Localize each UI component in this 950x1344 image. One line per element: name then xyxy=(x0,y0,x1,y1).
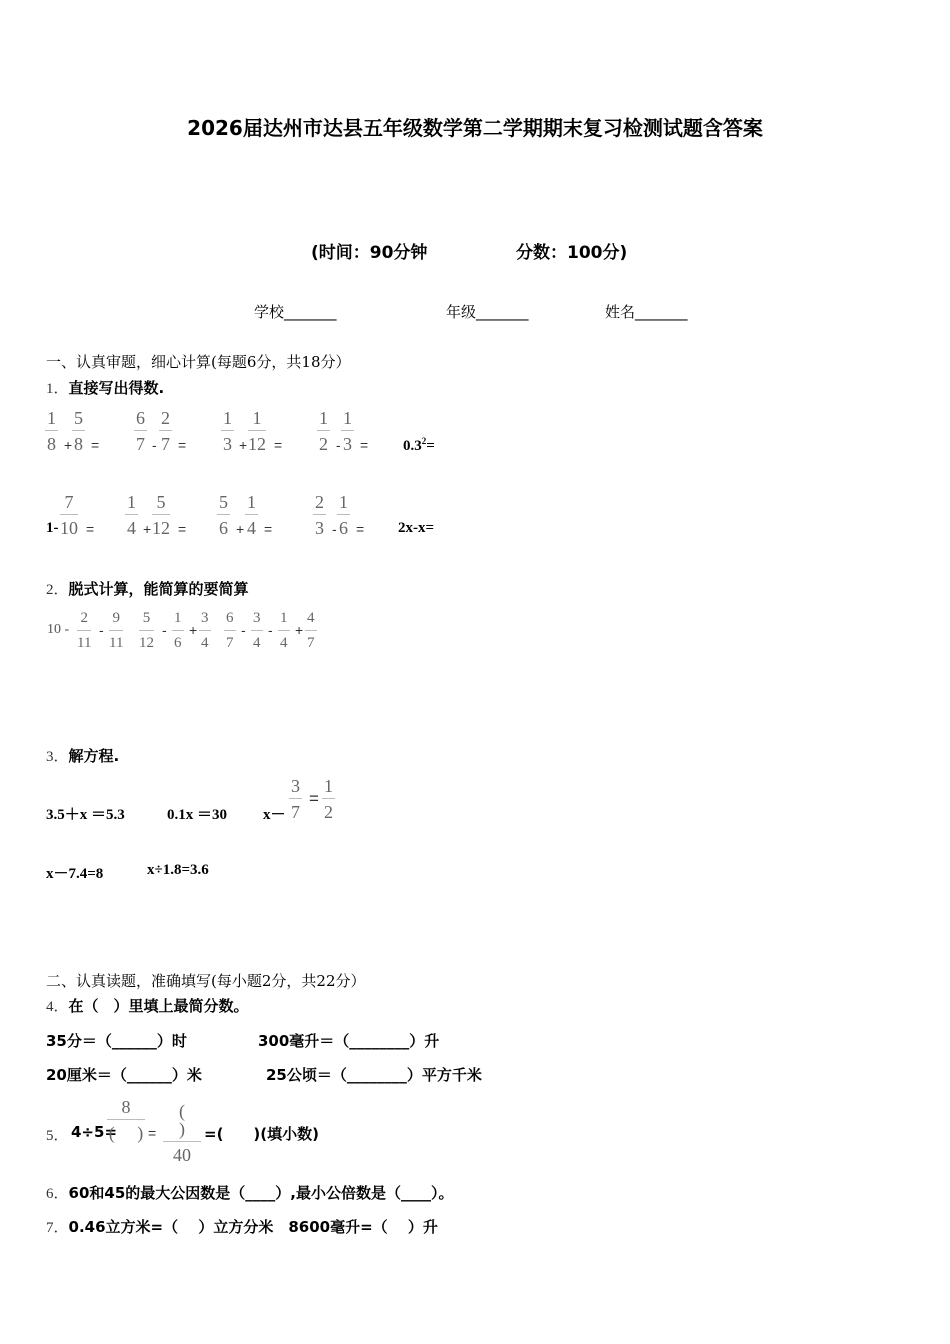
q3-text: 解方程. xyxy=(68,747,120,765)
fraction: $\frac{1}{2}$ xyxy=(319,408,328,454)
fraction: $\frac{3}{7}$ xyxy=(291,776,300,822)
fraction: $\frac{7}{10}$ xyxy=(60,492,78,538)
fraction: $\frac{3}{4}$ xyxy=(253,610,261,651)
fraction: $\frac{6}{7}$ xyxy=(136,408,145,454)
name-label: 姓名 xyxy=(605,303,636,321)
q3-number: 3． xyxy=(46,749,69,765)
q7-number: 7． xyxy=(46,1220,69,1236)
equation-4: x－7.4=8 xyxy=(46,866,104,882)
fraction: $\frac{5}{6}$ xyxy=(219,492,228,538)
question-4 xyxy=(46,995,249,1016)
q1-text: 直接写出得数. xyxy=(68,379,165,397)
q7-text[interactable]: 0.46立方米=（ ）立方分米 8600毫升=（ ）升 xyxy=(68,1218,438,1236)
question-7 xyxy=(46,1216,438,1237)
fraction: $\frac{1}{8}$ xyxy=(47,408,56,454)
fraction: $\frac{1}{6}$ xyxy=(174,610,182,651)
fraction[interactable]: ( ) 40 xyxy=(163,1102,201,1164)
q6-number: 6． xyxy=(46,1186,69,1202)
q1-number: 1． xyxy=(46,381,69,397)
fraction: $\frac{1}{12}$ xyxy=(248,408,266,454)
fraction: $\frac{1}{2}$ xyxy=(324,776,333,822)
question-1 xyxy=(46,377,164,398)
fraction: $\frac{5}{12}$ xyxy=(152,492,170,538)
q4-number: 4． xyxy=(46,999,69,1015)
power-expression: $0.3^2=$ xyxy=(403,436,435,454)
equation-3-prefix: x－ xyxy=(263,807,286,823)
fraction: $\frac{1}{4}$ xyxy=(247,492,256,538)
q5-number: 5． xyxy=(46,1128,69,1144)
score-label: 分数：100分) xyxy=(516,243,628,263)
info-grade[interactable] xyxy=(446,301,529,322)
section2-heading: 二、认真读题，准确填写(每小题2分，共22分） xyxy=(46,972,366,990)
q2-number: 2． xyxy=(46,582,69,598)
question-3 xyxy=(46,745,119,766)
q4-item-1[interactable]: 35分＝（______）时 xyxy=(46,1032,187,1050)
fraction: $\frac{1}{4}$ xyxy=(280,610,288,651)
q4-item-3[interactable]: 20厘米＝（______）米 xyxy=(46,1066,202,1084)
fraction: $\frac{1}{6}$ xyxy=(339,492,348,538)
question-2 xyxy=(46,578,249,599)
q2-text: 脱式计算，能简算的要简算 xyxy=(68,580,249,598)
fraction: $\frac{9}{11}$ xyxy=(109,610,124,651)
info-name[interactable] xyxy=(605,301,688,322)
q4-item-4[interactable]: 25公顷＝（________）平方千米 xyxy=(266,1066,482,1084)
time-label: (时间：90分钟 xyxy=(311,243,428,263)
expression-2x-x: 2x-x= xyxy=(398,520,435,536)
q4-item-2[interactable]: 300毫升＝（________）升 xyxy=(258,1032,440,1050)
section1-heading: 一、认真审题，细心计算(每题6分，共18分） xyxy=(46,353,351,371)
equation-5: x÷1.8=3.6 xyxy=(147,862,209,878)
question-6 xyxy=(46,1182,453,1203)
fraction[interactable]: 8 ( ) xyxy=(108,1097,144,1143)
fraction: $\frac{5}{8}$ xyxy=(74,408,83,454)
fraction: $\frac{5}{12}$ xyxy=(139,610,154,651)
q5-prefix: 4÷5= xyxy=(71,1123,118,1141)
fraction: $\frac{2}{3}$ xyxy=(315,492,324,538)
q5-suffix[interactable]: =( )(填小数) xyxy=(204,1125,319,1143)
school-blank: _______ xyxy=(284,303,337,321)
name-blank: _______ xyxy=(635,303,688,321)
q4-text: 在（ ）里填上最简分数。 xyxy=(68,997,249,1015)
school-label: 学校 xyxy=(254,303,285,321)
fraction: $\frac{1}{3}$ xyxy=(223,408,232,454)
fraction: $\frac{4}{7}$ xyxy=(307,610,315,651)
grade-label: 年级 xyxy=(446,303,477,321)
fraction: $\frac{6}{7}$ xyxy=(226,610,234,651)
info-school[interactable] xyxy=(254,301,337,322)
fraction: $\frac{1}{4}$ xyxy=(127,492,136,538)
fraction: $\frac{2}{7}$ xyxy=(161,408,170,454)
fraction: $\frac{3}{4}$ xyxy=(201,610,209,651)
equation-1: 3.5＋x ＝5.3 xyxy=(46,807,125,823)
grade-blank: _______ xyxy=(476,303,529,321)
q6-text[interactable]: 60和45的最大公因数是（____）,最小公倍数是（____）。 xyxy=(68,1184,454,1202)
equation-2: 0.1x ＝30 xyxy=(167,807,228,823)
fraction: $\frac{1}{3}$ xyxy=(343,408,352,454)
fraction: $\frac{2}{11}$ xyxy=(77,610,92,651)
page-title: 2026届达州市达县五年级数学第二学期期末复习检测试题含答案 xyxy=(187,116,763,140)
